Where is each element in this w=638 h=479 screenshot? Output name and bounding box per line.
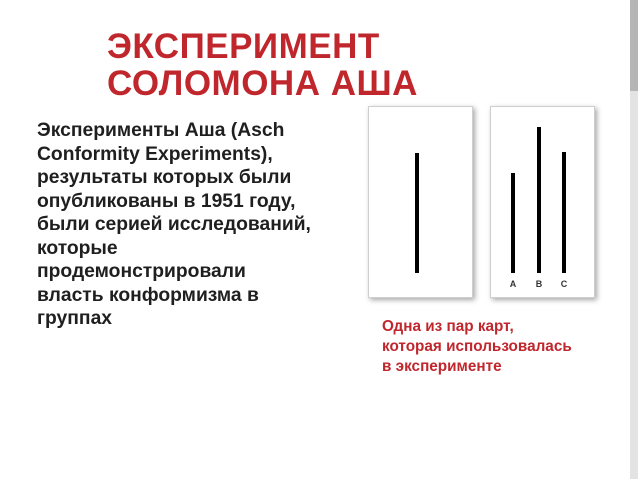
body-line: были серией исследований, — [37, 214, 311, 235]
slide-edge-bar — [630, 0, 638, 91]
comparison-line-a — [511, 173, 515, 273]
body-line: опубликованы в 1951 году, — [37, 190, 296, 212]
body-line: которые — [37, 237, 118, 259]
comparison-line-c — [562, 152, 566, 273]
body-line: продемонстрировали — [37, 261, 246, 282]
caption-line: в эксперименте — [382, 358, 502, 375]
image-caption — [382, 317, 622, 377]
body-line: Эксперименты Аша (Asch — [37, 120, 285, 141]
reference-line — [415, 153, 419, 273]
reference-line-card — [368, 106, 473, 298]
comparison-lines-card — [490, 106, 595, 298]
label-a: A — [509, 279, 517, 289]
body-paragraph — [37, 119, 357, 331]
body-line: результаты которых были — [37, 167, 292, 188]
slide-edge-bar-lower — [630, 91, 638, 479]
title-line-2: СОЛОМОНА АША — [107, 64, 418, 103]
comparison-line-b — [537, 127, 541, 273]
caption-line: Одна из пар карт, — [382, 318, 514, 335]
body-line: группах — [37, 308, 113, 329]
slide-title — [107, 28, 567, 102]
title-line-1: ЭКСПЕРИМЕНТ — [107, 27, 380, 66]
caption-line: которая использовалась — [382, 338, 572, 355]
label-c: C — [560, 279, 568, 289]
body-line: Conformity Experiments), — [37, 143, 273, 165]
body-line: власть конформизма в — [37, 284, 259, 306]
label-b: B — [535, 279, 543, 289]
